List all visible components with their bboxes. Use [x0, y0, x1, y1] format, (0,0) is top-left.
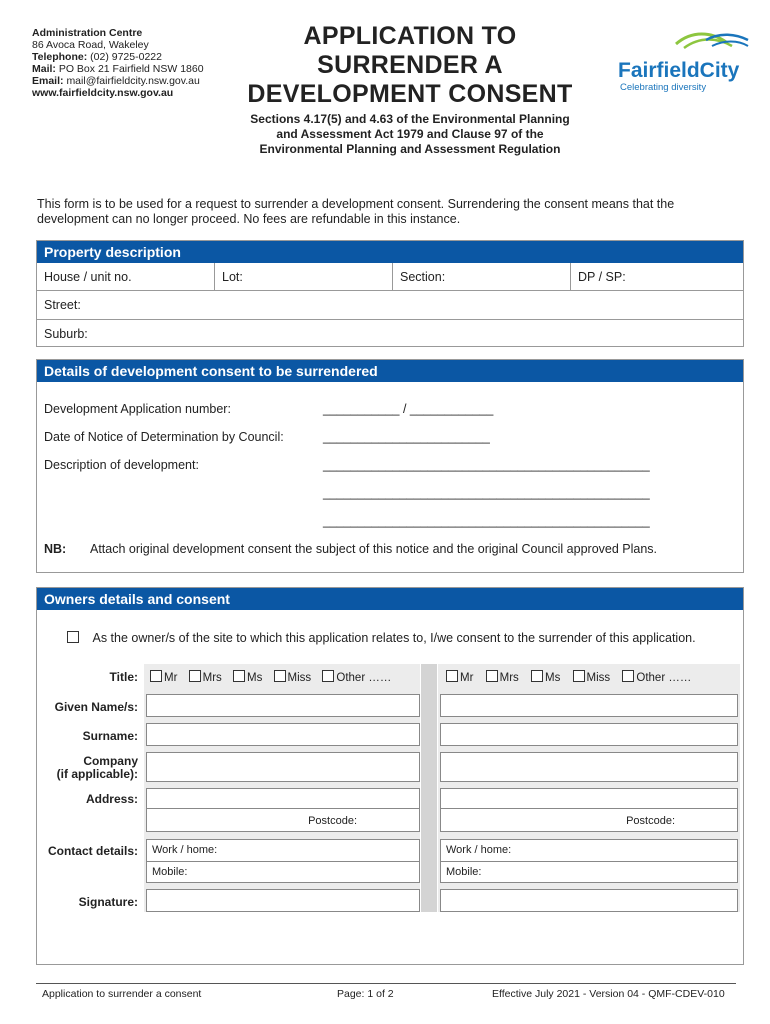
owners-heading: Owners details and consent [37, 588, 743, 610]
logo-swoosh-icon [614, 28, 754, 98]
footer-form-name: Application to surrender a consent [42, 988, 202, 1000]
owner-1-company-input[interactable] [146, 752, 420, 782]
org-name: Administration Centre [32, 27, 143, 39]
owner-consent-checkbox[interactable] [67, 631, 79, 643]
logo-tagline: Celebrating diversity [620, 82, 707, 93]
owner-1-title-options [146, 665, 420, 687]
subtitle-line-2: and Assessment Act 1979 and Clause 97 of the [276, 127, 544, 141]
owner-2-miss-option[interactable]: Miss [573, 672, 611, 684]
title-label: Title: [109, 670, 138, 684]
owner-2-mobile[interactable]: Mobile: [446, 866, 482, 878]
determination-date-input[interactable]: ________________________ [323, 430, 490, 444]
logo-text: FairfieldCity [618, 59, 740, 82]
description-line-3[interactable]: _______________________________________________ [323, 514, 650, 528]
given-name-label: Given Name/s: [54, 700, 138, 714]
owner-1-contact-box [146, 839, 420, 883]
owner-2-work-phone[interactable]: Work / home: [446, 844, 512, 856]
company-label [40, 755, 138, 781]
nb-label: NB: [44, 542, 67, 556]
contact-details-label: Contact details: [47, 844, 138, 858]
nb-text: Attach original development consent the subject of this notice and the original Council approved Plans. [90, 542, 658, 556]
owner-2-signature-input[interactable] [440, 889, 738, 912]
street-field[interactable]: Street: [44, 298, 81, 312]
owner-2-mrs-option[interactable]: Mrs [486, 672, 519, 684]
title-line-1: APPLICATION TO [303, 22, 517, 50]
owner-2-address-input[interactable] [440, 788, 738, 832]
consent-details-section [36, 359, 744, 573]
owner-2-ms-option[interactable]: Ms [531, 672, 560, 684]
email-value: mail@fairfieldcity.nsw.gov.au [66, 75, 200, 87]
surname-label: Surname: [82, 729, 138, 743]
da-number-label: Development Application number: [44, 402, 231, 416]
owner-1-postcode-label: Postcode: [308, 815, 357, 827]
footer-version: Effective July 2021 - Version 04 - QMF-CDEV-010 [492, 988, 725, 1000]
owner-1-work-phone[interactable]: Work / home: [152, 844, 218, 856]
legislation-subtitle [210, 112, 610, 157]
dp-sp-field[interactable]: DP / SP: [578, 270, 626, 284]
owner-1-mrs-option[interactable]: Mrs [189, 672, 222, 684]
mail-label: Mail: [32, 63, 56, 75]
signature-label: Signature: [78, 895, 138, 909]
address-label: Address: [85, 792, 138, 806]
description-line-1[interactable]: _______________________________________________ [323, 458, 650, 472]
title-line-3: DEVELOPMENT CONSENT [247, 80, 573, 108]
owner-2-postcode-label: Postcode: [626, 815, 675, 827]
owner-2-contact-box [440, 839, 738, 883]
owner-2-other-option[interactable]: Other …… [622, 672, 691, 684]
page-title [215, 22, 605, 109]
website: www.fairfieldcity.nsw.gov.au [32, 87, 174, 99]
company-label-line-1: Company [83, 754, 138, 768]
owner-2-title-options [440, 665, 738, 687]
admin-contact-block [32, 27, 204, 99]
org-address: 86 Avoca Road, Wakeley [32, 39, 149, 51]
owner-1-surname-input[interactable] [146, 723, 420, 746]
owner-consent-text: As the owner/s of the site to which this application relates to, I/we consent to the surrender of this application. [92, 631, 696, 645]
description-label: Description of development: [44, 458, 199, 472]
owner-1-signature-input[interactable] [146, 889, 420, 912]
subtitle-line-1: Sections 4.17(5) and 4.63 of the Environmental Planning [250, 112, 570, 126]
property-section [36, 240, 744, 347]
mail-value: PO Box 21 Fairfield NSW 1860 [58, 63, 204, 75]
owner-2-mr-option[interactable]: Mr [446, 672, 473, 684]
title-line-2: SURRENDER A [317, 51, 503, 79]
fairfield-city-logo [614, 28, 754, 98]
owner-1-other-option[interactable]: Other …… [322, 672, 391, 684]
intro-text: This form is to be used for a request to surrender a development consent. Surrendering the consent means that the development can no longer proceed. No fees are refundable in this instance. [37, 197, 675, 226]
owner-1-address-input[interactable] [146, 788, 420, 832]
house-unit-field[interactable]: House / unit no. [37, 263, 215, 290]
telephone-label: Telephone: [32, 51, 88, 63]
owner-1-mr-option[interactable]: Mr [150, 672, 177, 684]
lot-field[interactable]: Lot: [215, 263, 393, 290]
owner-1-ms-option[interactable]: Ms [233, 672, 262, 684]
owner-2-surname-input[interactable] [440, 723, 738, 746]
telephone-value: (02) 9725-0222 [90, 51, 162, 63]
owner-2-given-name-input[interactable] [440, 694, 738, 717]
company-label-line-2: (if applicable): [56, 767, 138, 781]
section-field[interactable]: Section: [393, 263, 571, 290]
da-number-input[interactable]: ___________ / ____________ [323, 402, 494, 416]
determination-date-label: Date of Notice of Determination by Council: [44, 430, 284, 444]
owner-column-separator [421, 664, 437, 912]
owner-1-mobile[interactable]: Mobile: [152, 866, 188, 878]
footer-divider [36, 983, 736, 984]
subtitle-line-3: Environmental Planning and Assessment Regulation [259, 142, 561, 156]
consent-heading: Details of development consent to be surrendered [37, 360, 743, 382]
email-label: Email: [32, 75, 64, 87]
property-heading: Property description [37, 241, 743, 263]
owner-1-given-name-input[interactable] [146, 694, 420, 717]
suburb-field[interactable]: Suburb: [44, 327, 88, 341]
owner-1-miss-option[interactable]: Miss [274, 672, 312, 684]
owner-2-company-input[interactable] [440, 752, 738, 782]
footer-page-number: Page: 1 of 2 [337, 988, 394, 1000]
description-line-2[interactable]: _______________________________________________ [323, 486, 650, 500]
